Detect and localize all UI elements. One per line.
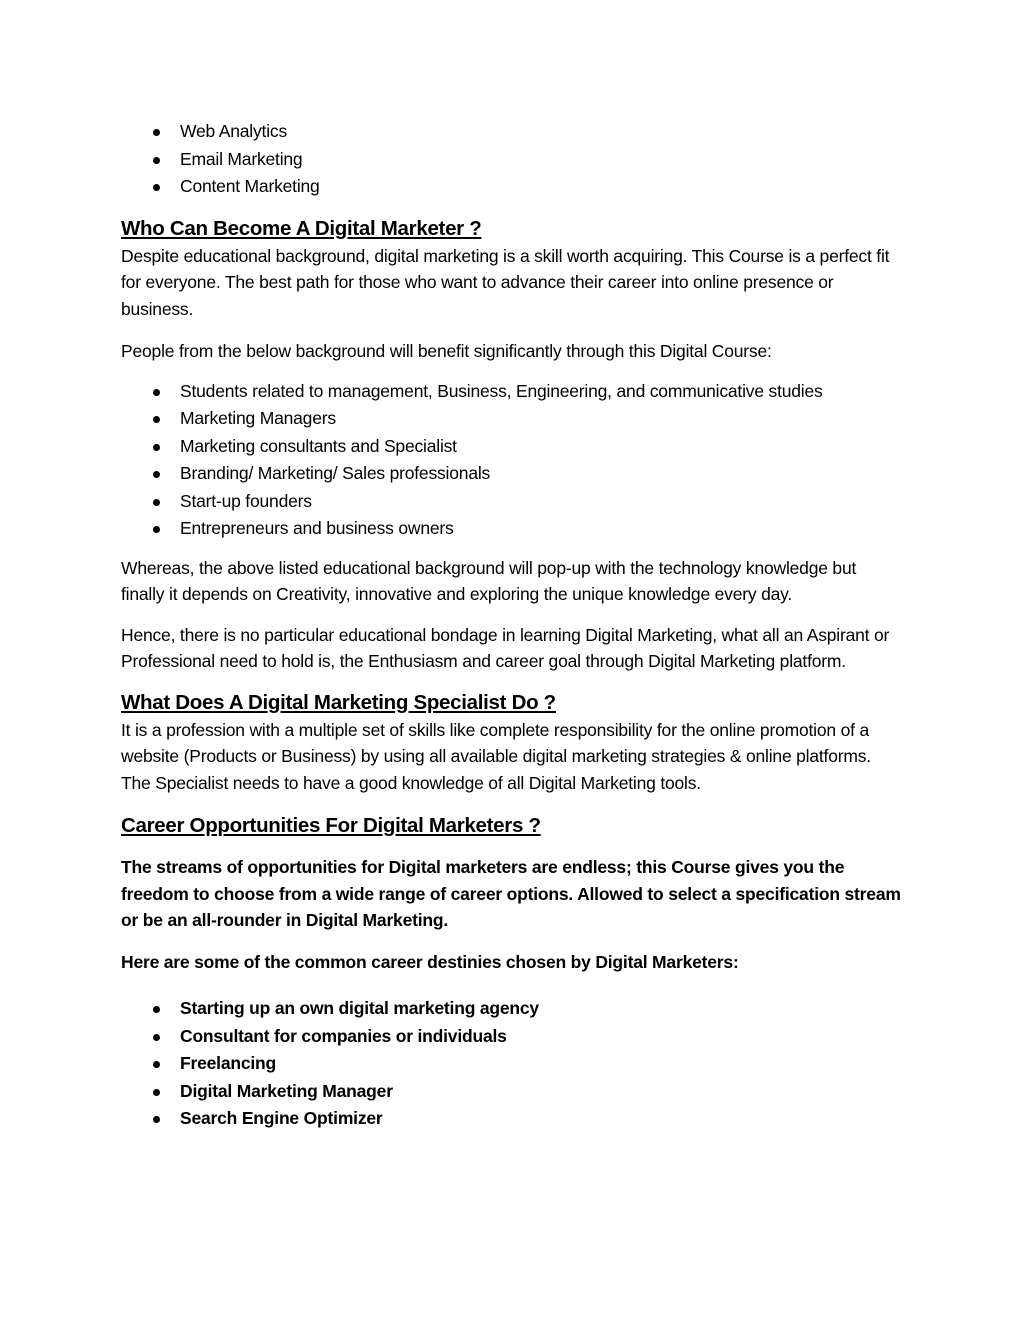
paragraph: Here are some of the common career destinies chosen by Digital Marketers: (121, 951, 739, 972)
paragraph: Despite educational background, digital marketing is a skill worth acquiring. This Course is a perfect fit for everyone. The best path for those who want to advance their career into online presence or business. (121, 245, 890, 319)
list-item: Starting up an own digital marketing agency (121, 995, 901, 1023)
intro-bullet-list (121, 118, 901, 201)
paragraph: Whereas, the above listed educational background will pop-up with the technology knowledge but finally it depends on Creativity, innovative and exploring the unique knowledge every day. (121, 557, 857, 604)
list-item: Consultant for companies or individuals (121, 1023, 901, 1051)
list-item: Freelancing (121, 1050, 901, 1078)
paragraph: Hence, there is no particular educational bondage in learning Digital Marketing, what all an Aspirant or Professional need to hold is, the Enthusiasm and career goal through Digital Marketing platform. (121, 624, 890, 671)
list-item: Marketing consultants and Specialist (121, 433, 901, 461)
paragraph: It is a profession with a multiple set of skills like complete responsibility for the online promotion of a website (Products or Business) by using all available digital marketing strategies & online platforms. The Specialist needs to have a good knowledge of all Digital Marketing tools. (121, 719, 871, 793)
section-heading-who-can-become: Who Can Become A Digital Marketer ? (121, 216, 482, 240)
page-content (121, 118, 901, 1133)
section-heading-specialist: What Does A Digital Marketing Specialist Do ? (121, 690, 556, 714)
section-heading-career: Career Opportunities For Digital Marketers ? (121, 814, 541, 837)
list-item: Digital Marketing Manager (121, 1078, 901, 1106)
list-item: Marketing Managers (121, 405, 901, 433)
list-item: Entrepreneurs and business owners (121, 515, 901, 543)
list-item: Email Marketing (121, 146, 901, 174)
list-item: Web Analytics (121, 118, 901, 146)
list-item: Students related to management, Business, Engineering, and communicative studies (121, 378, 901, 406)
paragraph: People from the below background will benefit significantly through this Digital Course: (121, 341, 772, 361)
paragraph: The streams of opportunities for Digital marketers are endless; this Course gives you the freedom to choose from a wide range of career options. Allowed to select a specification stream or be an all-rounder in Digital Marketing. (121, 857, 901, 930)
list-item: Branding/ Marketing/ Sales professionals (121, 460, 901, 488)
career-bullet-list (121, 995, 901, 1133)
list-item: Content Marketing (121, 173, 901, 201)
list-item: Search Engine Optimizer (121, 1105, 901, 1133)
list-item: Start-up founders (121, 488, 901, 516)
background-bullet-list (121, 378, 901, 543)
